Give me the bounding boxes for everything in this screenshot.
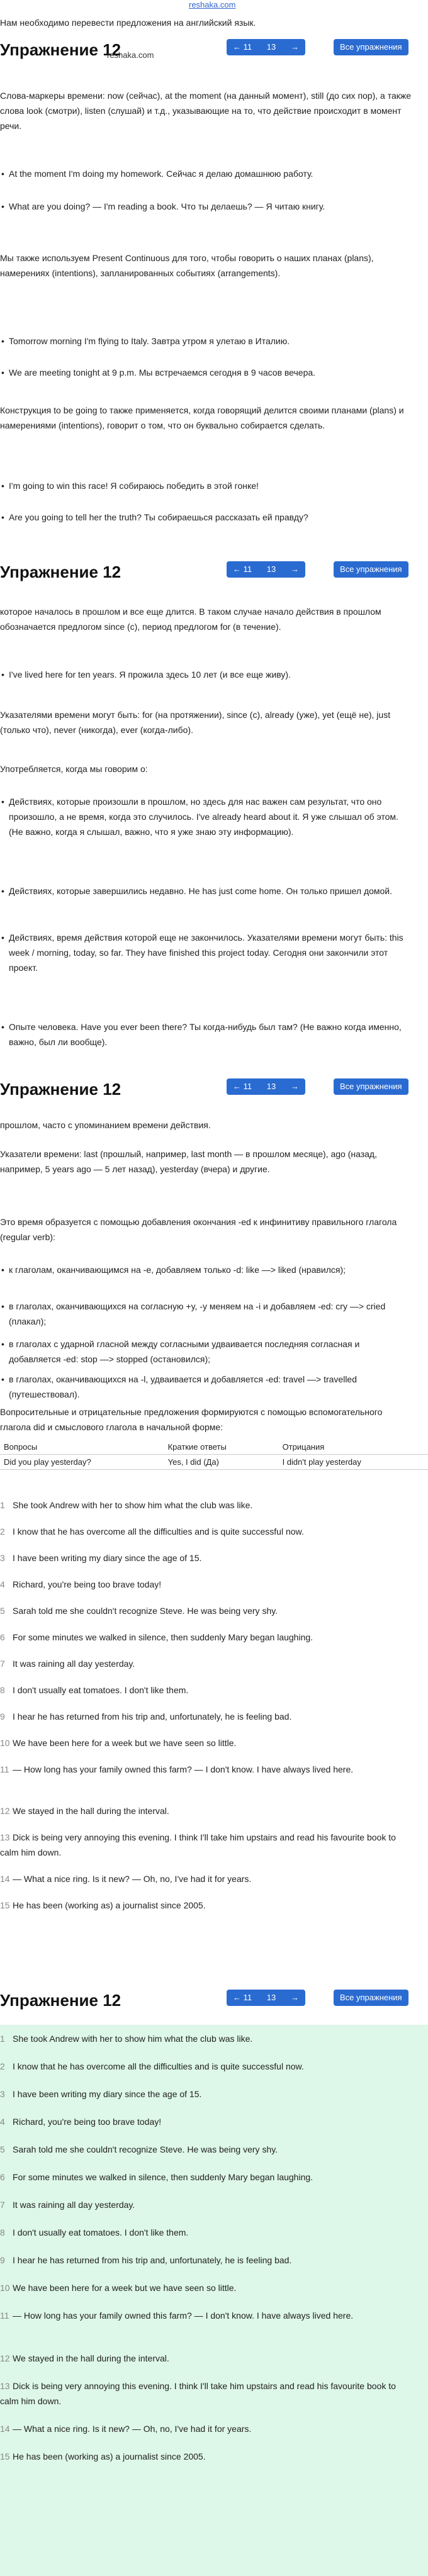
answer-number: 14: [0, 2424, 10, 2434]
answer-item: [0, 1656, 415, 1671]
answer-text: She took Andrew with her to show him what the club was like.: [13, 2034, 253, 2044]
answer-text: — How long has your family owned this farm? — I don't know. I have always lived here.: [13, 1764, 354, 1774]
current-exercise: 13: [266, 1082, 276, 1091]
table-header-cell: Вопросы: [0, 1440, 164, 1455]
exercise-header: [0, 31, 428, 72]
list-item: • I've lived here for ten years. Я прожила здесь 10 лет (и все еще живу).: [9, 667, 412, 682]
answer-item: [0, 2308, 415, 2323]
answer-number: 7: [0, 2200, 5, 2210]
answer-item: [0, 1803, 415, 1818]
answer-text: I have been writing my diary since the age of 15.: [13, 1553, 202, 1563]
answer-number: 15: [0, 1900, 10, 1910]
answer-item: [0, 2059, 415, 2074]
exercise-nav[interactable]: [227, 1078, 305, 1095]
answer-item: [0, 2449, 415, 2464]
table-header-cell: Краткие ответы: [164, 1440, 279, 1455]
paragraph: Употребляется, когда мы говорим о:: [0, 764, 148, 774]
all-exercises-button[interactable]: Все упражнения: [334, 561, 408, 578]
answer-item: [0, 1577, 415, 1592]
answer-number: 8: [0, 2227, 5, 2237]
answer-text: He has been (working as) a journalist since 2005.: [13, 1900, 206, 1910]
answer-text: We have been here for a week but we have seen so little.: [13, 1738, 237, 1748]
answer-number: 2: [0, 2061, 5, 2071]
answer-number: 3: [0, 1553, 5, 1563]
answer-item: [0, 2280, 415, 2295]
paragraph: Вопросительные и отрицательные предложения формируются с помощью вспомогательного глагола did и смыслового глагола в начальной форме:: [0, 1407, 383, 1432]
answer-text: — What a nice ring. Is it new? — Oh, no, I've had it for years.: [13, 2424, 252, 2434]
exercise-header: [0, 554, 428, 594]
answer-number: 10: [0, 1738, 10, 1748]
answer-number: 14: [0, 1874, 10, 1884]
next-exercise-button[interactable]: →: [290, 564, 299, 574]
exercise-title: Упражнение 12: [0, 1080, 121, 1099]
answers-highlight-panel: [0, 2025, 428, 2576]
exercise-header: [0, 1071, 428, 1111]
paragraph: Это время образуется с помощью добавления окончания -ed к инфинитиву правильного глагола (regular verb):: [0, 1217, 397, 1242]
all-exercises-button[interactable]: Все упражнения: [334, 1078, 408, 1095]
answer-text: I have been writing my diary since the age of 15.: [13, 2089, 202, 2099]
answer-number: 9: [0, 2255, 5, 2265]
next-exercise-button[interactable]: →: [290, 42, 299, 52]
paragraph: Слова-маркеры времени: now (сейчас), at the moment (на данный момент), still (до сих пор), а также слова look (смотри), listen (слушай) и т.д., указывающие на то, что действие происходит в момент речи.: [0, 91, 412, 131]
answer-item: [0, 1871, 415, 1886]
answer-text: Sarah told me she couldn't recognize Steve. He was being very shy.: [13, 1606, 278, 1616]
answer-text: Dick is being very annoying this evening. I think I'll take him upstairs and read his favourite book to calm him down.: [0, 2381, 396, 2406]
answer-item: [0, 1498, 415, 1513]
paragraph: Указателями времени могут быть: for (на протяжении), since (с), already (уже), yet (ещё не), just (только что), never (никогда), ever (когда-либо).: [0, 710, 391, 735]
answer-item: [0, 2086, 415, 2102]
answer-item: [0, 1524, 415, 1539]
answer-item: [0, 2114, 415, 2129]
current-exercise: 13: [266, 564, 276, 574]
answer-item: [0, 1630, 415, 1645]
list-item: • Tomorrow morning I'm flying to Italy. Завтра утром я улетаю в Италию.: [9, 333, 412, 349]
prev-exercise-button[interactable]: ← 11: [233, 1082, 252, 1091]
answer-number: 12: [0, 2353, 10, 2363]
grammar-table: [0, 1440, 428, 1470]
answer-number: 5: [0, 1606, 5, 1616]
list-item: • What are you doing? — I'm reading a book. Что ты делаешь? — Я читаю книгу.: [9, 199, 412, 214]
answer-number: 1: [0, 1500, 5, 1510]
list-item: • в глаголах, оканчивающихся на согласную +y, -y меняем на -i и добавляем -ed: cry —> cried (плакал);: [9, 1299, 412, 1329]
answer-text: Richard, you're being too brave today!: [13, 2117, 162, 2127]
answer-text: I don't usually eat tomatoes. I don't like them.: [13, 2227, 189, 2237]
paragraph: Конструкция to be going to также применяется, когда говорящий делится своими планами (plans) и намерениями (intentions), говорит о том, что он буквально собирается сделать.: [0, 405, 404, 430]
answer-item: [0, 1683, 415, 1698]
next-exercise-button[interactable]: →: [290, 1082, 299, 1091]
answer-number: 11: [0, 2310, 9, 2321]
answer-text: I don't usually eat tomatoes. I don't like them.: [13, 1685, 189, 1695]
answer-item: [0, 2197, 415, 2212]
answer-text: Sarah told me she couldn't recognize Steve. He was being very shy.: [13, 2144, 278, 2154]
table-cell: Did you play yesterday?: [0, 1455, 164, 1470]
list-item: • Опыте человека. Have you ever been there? Ты когда-нибудь был там? (Не важно когда именно, важно, был ли вообще).: [9, 1019, 412, 1050]
answer-number: 7: [0, 1659, 5, 1669]
all-exercises-button[interactable]: Все упражнения: [334, 39, 408, 55]
paragraph: которое началось в прошлом и все еще длится. В таком случае начало действия в прошлом обозначается предлогом since (с), период предлогом for (в течение).: [0, 607, 381, 632]
answer-text: He has been (working as) a journalist since 2005.: [13, 2451, 206, 2461]
list-item: • в глаголах с ударной гласной между согласными удваивается последняя согласная и добавляется -ed: stop —> stopped (остановился);: [9, 1336, 412, 1367]
answer-item: [0, 1603, 415, 1618]
table-cell: I didn't play yesterday: [279, 1455, 428, 1470]
list-item: • Действиях, которые произошли в прошлом, но здесь для нас важен сам результат, что оно произошло, а не время, когда это случилось. I've already heard about it. Я уже слышал об этом. (Не важно, когда я слышал, важно, что я уже знаю эту информацию).: [9, 794, 412, 839]
exercise-nav[interactable]: [227, 561, 305, 578]
answer-text: We have been here for a week but we have seen so little.: [13, 2283, 237, 2293]
answer-text: I know that he has overcome all the difficulties and is quite successful now.: [13, 2061, 304, 2071]
exercise-title: Упражнение 12: [0, 40, 121, 59]
paragraph: Мы также используем Present Continuous для того, чтобы говорить о наших планах (plans), намерениях (intentions), запланированных событиях (arrangements).: [0, 253, 374, 278]
answer-text: For some minutes we walked in silence, then suddenly Mary began laughing.: [13, 1632, 313, 1642]
answer-item: [0, 1550, 415, 1565]
answer-item: [0, 2031, 415, 2046]
watermark: reshaka.com: [107, 50, 154, 60]
list-item: • Are you going to tell her the truth? Ты собираешься рассказать ей правду?: [9, 510, 412, 525]
answer-number: 15: [0, 2451, 10, 2461]
list-item: • Действиях, время действия которой еще не закончилось. Указателями времени могут быть: this week / morning, today, so far. They have finished this project today. Сегодня они закончили этот проект.: [9, 930, 412, 975]
exercise-nav[interactable]: [227, 39, 305, 55]
answer-item: [0, 1735, 415, 1750]
prev-exercise-button[interactable]: ← 11: [233, 564, 252, 574]
answer-item: [0, 1830, 415, 1860]
site-link[interactable]: reshaka.com: [189, 0, 236, 9]
answer-number: 12: [0, 1806, 10, 1816]
answer-number: 4: [0, 1579, 5, 1589]
answer-text: I know that he has overcome all the difficulties and is quite successful now.: [13, 1526, 304, 1537]
answer-text: Richard, you're being too brave today!: [13, 1579, 162, 1589]
answer-item: [0, 2170, 415, 2185]
answer-text: — How long has your family owned this farm? — I don't know. I have always lived here.: [13, 2310, 354, 2321]
answer-text: I hear he has returned from his trip and, unfortunately, he is feeling bad.: [13, 1711, 292, 1722]
answer-number: 13: [0, 1832, 10, 1842]
answer-number: 6: [0, 2172, 5, 2182]
answer-text: We stayed in the hall during the interval.: [13, 1806, 169, 1816]
list-item: • Действиях, которые завершились недавно. He has just come home. Он только пришел домой.: [9, 883, 412, 899]
answer-item: [0, 2421, 415, 2436]
list-item: • к глаголам, оканчивающимся на -e, добавляем только -d: like —> liked (нравился);: [9, 1262, 412, 1277]
answer-text: It was raining all day yesterday.: [13, 1659, 135, 1669]
answer-text: — What a nice ring. Is it new? — Oh, no, I've had it for years.: [13, 1874, 252, 1884]
answer-number: 1: [0, 2034, 5, 2044]
exercise-header: [0, 1982, 428, 2022]
answer-number: 6: [0, 1632, 5, 1642]
answer-number: 10: [0, 2283, 10, 2293]
answer-text: It was raining all day yesterday.: [13, 2200, 135, 2210]
table-cell: Yes, I did (Да): [164, 1455, 279, 1470]
answer-text: Dick is being very annoying this evening. I think I'll take him upstairs and read his favourite book to calm him down.: [0, 1832, 396, 1857]
answer-item: [0, 2225, 415, 2240]
table-row: [0, 1455, 428, 1470]
answer-text: I hear he has returned from his trip and, unfortunately, he is feeling bad.: [13, 2255, 292, 2265]
list-item: • At the moment I'm doing my homework. Сейчас я делаю домашнюю работу.: [9, 166, 412, 181]
answer-item: [0, 1898, 415, 1913]
list-item: • We are meeting tonight at 9 p.m. Мы встречаемся сегодня в 9 часов вечера.: [9, 365, 412, 380]
answer-item: [0, 1762, 415, 1777]
answer-number: 4: [0, 2117, 5, 2127]
answer-item: [0, 2378, 415, 2409]
answer-number: 5: [0, 2144, 5, 2154]
current-exercise: 13: [266, 1993, 276, 2002]
answer-number: 11: [0, 1764, 9, 1774]
answer-item: [0, 1709, 415, 1724]
answer-item: [0, 2351, 415, 2366]
next-exercise-button[interactable]: →: [290, 1993, 299, 2002]
table-header-row: [0, 1440, 428, 1455]
answer-item: [0, 2253, 415, 2268]
current-exercise: 13: [266, 42, 276, 52]
all-exercises-button[interactable]: Все упражнения: [334, 1990, 408, 2006]
intro-text: Нам необходимо перевести предложения на английский язык.: [0, 18, 256, 28]
paragraph: Указатели времени: last (прошлый, например, last month — в прошлом месяце), ago (назад, например, 5 years ago — 5 лет назад), yesterday (вчера) и другие.: [0, 1149, 377, 1174]
exercise-title: Упражнение 12: [0, 563, 121, 581]
answer-text: She took Andrew with her to show him what the club was like.: [13, 1500, 253, 1510]
prev-exercise-button[interactable]: ← 11: [233, 1993, 252, 2002]
list-item: • в глаголах, оканчивающихся на -l, удваивается и добавляется -ed: travel —> travelled (путешествовал).: [9, 1372, 412, 1402]
answer-number: 13: [0, 2381, 10, 2391]
answer-number: 3: [0, 2089, 5, 2099]
answer-number: 8: [0, 1685, 5, 1695]
answer-number: 2: [0, 1526, 5, 1537]
exercise-title: Упражнение 12: [0, 1991, 121, 2010]
answer-number: 9: [0, 1711, 5, 1722]
answer-item: [0, 2142, 415, 2157]
exercise-nav[interactable]: [227, 1990, 305, 2006]
answer-text: For some minutes we walked in silence, then suddenly Mary began laughing.: [13, 2172, 313, 2182]
list-item: • I'm going to win this race! Я собираюсь победить в этой гонке!: [9, 478, 412, 493]
table-header-cell: Отрицания: [279, 1440, 428, 1455]
answer-text: We stayed in the hall during the interval.: [13, 2353, 169, 2363]
paragraph: прошлом, часто с упоминанием времени действия.: [0, 1120, 211, 1130]
prev-exercise-button[interactable]: ← 11: [233, 42, 252, 52]
